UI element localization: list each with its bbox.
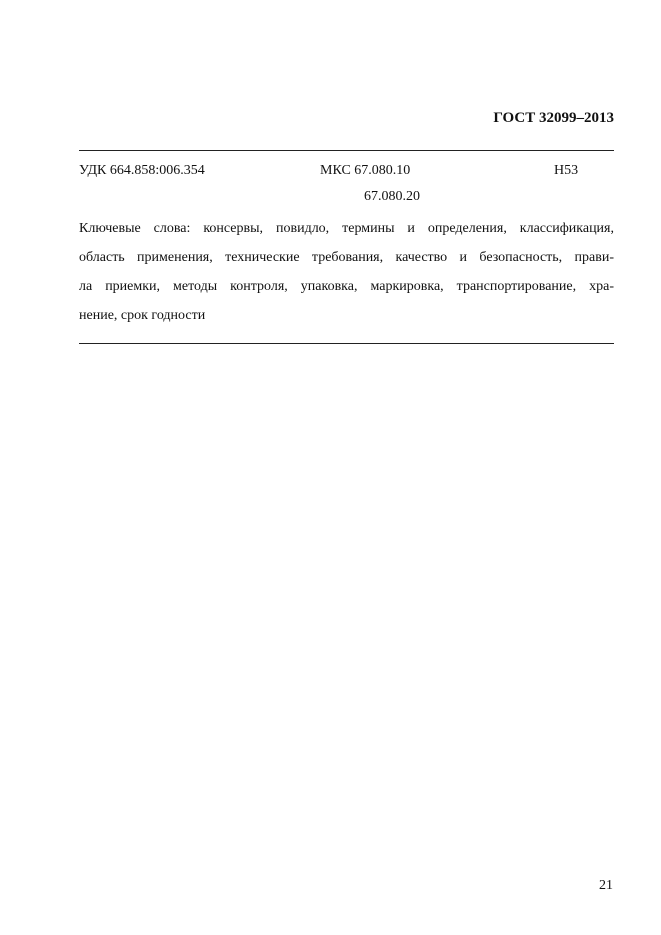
bottom-divider: [79, 343, 614, 344]
keywords-line: ла приемки, методы контроля, упаковка, маркировка, транспортирование, хра-: [79, 279, 614, 294]
udk-code: УДК 664.858:006.354: [79, 163, 205, 178]
keywords-line: нение, срок годности: [79, 308, 206, 323]
page-number: 21: [599, 878, 613, 893]
standard-id-header: ГОСТ 32099–2013: [493, 110, 614, 126]
keywords-line: Ключевые слова: консервы, повидло, термины и определения, классификация,: [79, 221, 614, 236]
mks-code-secondary: 67.080.20: [364, 189, 420, 204]
okp-code: Н53: [554, 163, 579, 178]
top-divider: [79, 150, 614, 151]
keywords-paragraph: [79, 214, 614, 330]
keywords-line: область применения, технические требования, качество и безопасность, прави-: [79, 250, 614, 265]
mks-code-primary: МКС 67.080.10: [320, 163, 411, 178]
